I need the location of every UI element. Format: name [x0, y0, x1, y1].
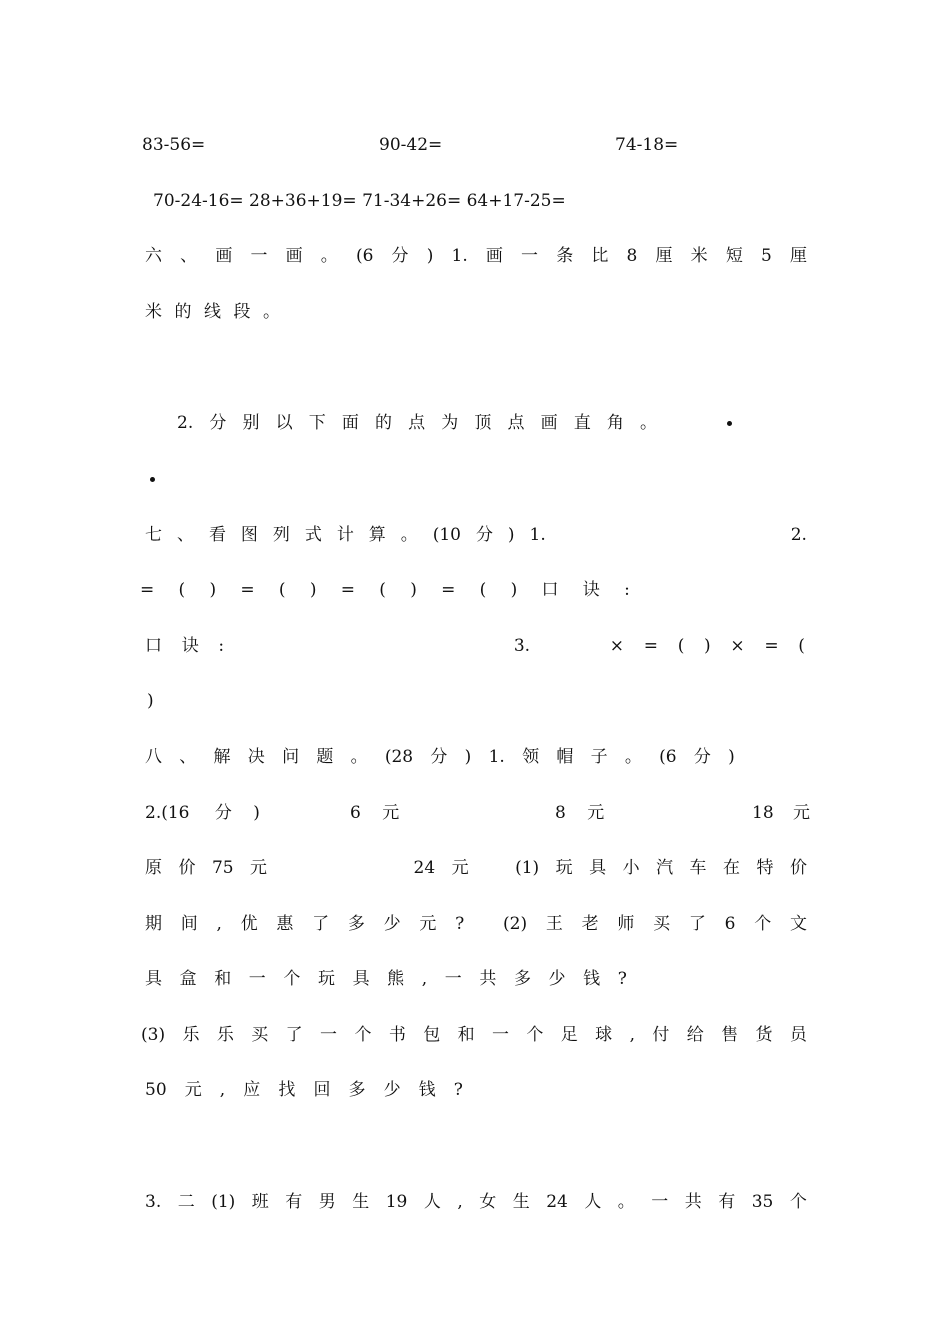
- text-token: 短: [725, 246, 743, 266]
- section-8-line-7: [145, 1079, 463, 1101]
- text-token: 具: [145, 969, 162, 989]
- text-token: =: [643, 636, 658, 656]
- text-token: 角: [606, 413, 624, 433]
- price-6: [350, 802, 399, 824]
- text-token: 少: [548, 969, 566, 989]
- text-token: 3.: [513, 636, 531, 656]
- text-token: ×: [609, 636, 625, 656]
- text-token: ): [510, 580, 518, 600]
- text-token: 1.: [488, 747, 505, 767]
- text-token: 75: [211, 858, 234, 878]
- text-token: 米: [145, 302, 162, 322]
- text-token: 二: [177, 1192, 195, 1212]
- text-token: 一: [248, 969, 266, 989]
- text-token: ?: [453, 1080, 463, 1100]
- text-token: 包: [423, 1025, 441, 1045]
- text-token: 6: [350, 803, 361, 823]
- text-token: 间: [180, 914, 198, 934]
- text-token: (6: [659, 747, 677, 767]
- text-token: 期: [145, 914, 162, 934]
- text-token: 文: [789, 914, 807, 934]
- text-token: 小: [622, 858, 640, 878]
- text-token: 24: [546, 1192, 568, 1212]
- text-token: (1): [211, 1192, 236, 1212]
- text-token: (10: [432, 525, 461, 545]
- text-token: ,: [216, 914, 222, 934]
- text-token: 一: [444, 969, 462, 989]
- text-token: 个: [354, 1025, 372, 1045]
- text-token: 18: [752, 803, 774, 823]
- text-token: 。: [400, 525, 418, 545]
- text-token: 面: [341, 413, 359, 433]
- text-token: 找: [278, 1080, 296, 1100]
- text-token: 看: [208, 525, 226, 545]
- text-token: 售: [721, 1025, 739, 1045]
- section-8-item-3: [145, 1191, 807, 1213]
- text-token: 乐: [182, 1025, 200, 1045]
- text-token: 了: [688, 914, 706, 934]
- text-token: ?: [455, 914, 465, 934]
- text-token: 35: [751, 1192, 774, 1212]
- text-token: 算: [368, 525, 386, 545]
- text-token: 点: [408, 413, 426, 433]
- section-8-line-3: [145, 857, 807, 879]
- text-token: 优: [240, 914, 258, 934]
- text-token: (: [278, 580, 286, 600]
- text-token: 车: [689, 858, 707, 878]
- text-token: 七: [145, 525, 162, 545]
- text-token: 别: [242, 413, 260, 433]
- text-token: 、: [176, 525, 194, 545]
- text-token: 计: [336, 525, 354, 545]
- text-token: 、: [180, 246, 198, 266]
- text-token: 共: [479, 969, 497, 989]
- calc-mixed: 70-24-16= 28+36+19= 71-34+26= 64+17-25=: [153, 191, 566, 211]
- text-token: 个: [754, 914, 772, 934]
- text-token: 1.: [529, 525, 546, 545]
- text-token: 2.: [177, 413, 194, 433]
- text-token: 决: [247, 747, 265, 767]
- text-token: 玩: [555, 858, 573, 878]
- calc-c: 74-18=: [615, 135, 679, 155]
- text-token: 线: [204, 302, 221, 322]
- section-6-item-2: [177, 412, 657, 434]
- text-token: 乐: [216, 1025, 234, 1045]
- text-token: 段: [233, 302, 251, 322]
- text-token: 人: [584, 1192, 602, 1212]
- section-7-line-1: [145, 524, 807, 546]
- text-token: 画: [485, 246, 503, 266]
- text-token: 分: [475, 525, 493, 545]
- vertex-dot: [727, 421, 732, 426]
- item-2-heading: [145, 802, 260, 824]
- text-token: 为: [441, 413, 459, 433]
- text-token: (2): [503, 914, 528, 934]
- text-token: 诀: [582, 580, 600, 600]
- text-token: 2.: [790, 525, 807, 545]
- text-token: ): [426, 246, 434, 266]
- text-token: 3.: [145, 1192, 162, 1212]
- text-token: 。: [320, 246, 338, 266]
- text-token: 条: [556, 246, 574, 266]
- calc-a: 83-56=: [142, 135, 206, 155]
- text-token: ×: [730, 636, 745, 656]
- text-token: 了: [285, 1025, 303, 1045]
- text-token: 24: [413, 858, 436, 878]
- text-token: ): [704, 636, 711, 656]
- text-token: =: [764, 636, 779, 656]
- text-token: 诀: [181, 636, 199, 656]
- text-token: 买: [653, 914, 671, 934]
- text-token: 点: [507, 413, 525, 433]
- calc-b: 90-42=: [379, 135, 443, 155]
- text-token: 一: [651, 1192, 669, 1212]
- text-token: ): [728, 747, 735, 767]
- text-token: 比: [591, 246, 609, 266]
- text-token: 。: [624, 747, 642, 767]
- text-token: ): [410, 580, 417, 600]
- text-token: 式: [304, 525, 322, 545]
- text-token: 玩: [317, 969, 335, 989]
- text-token: ,: [457, 1192, 463, 1212]
- text-token: 在: [723, 858, 740, 878]
- text-token: =: [140, 580, 155, 600]
- text-token: 分: [391, 246, 409, 266]
- section-8-line-1: [145, 746, 735, 768]
- text-token: 6: [724, 914, 736, 934]
- text-token: 厘: [789, 246, 807, 266]
- text-token: (: [479, 580, 487, 600]
- text-token: 六: [145, 246, 162, 266]
- text-token: ): [507, 525, 515, 545]
- section-6-line-1: [145, 245, 807, 267]
- text-token: 的: [374, 413, 392, 433]
- text-token: 元: [250, 858, 268, 878]
- text-token: 画: [215, 246, 233, 266]
- text-token: 具: [352, 969, 370, 989]
- text-token: 具: [589, 858, 607, 878]
- text-token: 少: [383, 1080, 401, 1100]
- text-token: 厘: [655, 246, 673, 266]
- text-token: ?: [617, 969, 627, 989]
- text-token: 师: [617, 914, 635, 934]
- text-token: 分: [209, 413, 227, 433]
- text-token: 的: [174, 302, 192, 322]
- text-token: 口: [541, 580, 559, 600]
- text-token: 个: [526, 1025, 544, 1045]
- text-token: 王: [545, 914, 563, 934]
- text-token: 、: [179, 747, 197, 767]
- text-token: 元: [382, 803, 400, 823]
- text-token: 多: [513, 969, 531, 989]
- text-token: 钱: [583, 969, 601, 989]
- text-token: 子: [590, 747, 608, 767]
- text-token: 直: [573, 413, 591, 433]
- text-token: 回: [313, 1080, 331, 1100]
- text-token: ,: [421, 969, 428, 989]
- text-token: 汽: [656, 858, 674, 878]
- text-token: 元: [451, 858, 469, 878]
- text-token: 货: [755, 1025, 773, 1045]
- text-token: ,: [629, 1025, 635, 1045]
- text-token: 班: [251, 1192, 269, 1212]
- text-token: 元: [184, 1080, 202, 1100]
- text-token: 给: [686, 1025, 704, 1045]
- text-token: 和: [214, 969, 232, 989]
- section-7-line-2: [140, 579, 630, 601]
- text-token: 下: [308, 413, 326, 433]
- text-token: 人: [423, 1192, 441, 1212]
- text-token: 元: [587, 803, 605, 823]
- price-18: [752, 802, 810, 824]
- text-token: 书: [388, 1025, 406, 1045]
- text-token: 八: [145, 747, 162, 767]
- text-token: 少: [383, 914, 401, 934]
- text-token: 足: [560, 1025, 578, 1045]
- section-7-line-3: [145, 635, 805, 657]
- section-8-line-5: [145, 968, 627, 990]
- text-token: 图: [240, 525, 258, 545]
- text-token: 价: [789, 858, 807, 878]
- text-token: 一: [250, 246, 268, 266]
- text-token: :: [218, 636, 225, 656]
- text-token: (: [379, 580, 386, 600]
- text-token: 盒: [179, 969, 197, 989]
- text-token: 问: [282, 747, 300, 767]
- text-token: 画: [285, 246, 303, 266]
- text-token: 个: [283, 969, 301, 989]
- text-token: 分: [214, 803, 232, 823]
- text-token: 个: [789, 1192, 807, 1212]
- text-token: ,: [219, 1080, 226, 1100]
- text-token: 应: [243, 1080, 261, 1100]
- text-token: 有: [718, 1192, 736, 1212]
- text-token: 生: [352, 1192, 370, 1212]
- price-8: [555, 802, 604, 824]
- text-token: (1): [515, 858, 540, 878]
- text-token: =: [340, 580, 355, 600]
- text-token: 价: [178, 858, 196, 878]
- section-6-line-2: [145, 301, 280, 323]
- text-token: 画: [540, 413, 558, 433]
- text-token: ): [464, 747, 472, 767]
- text-token: 元: [793, 803, 811, 823]
- text-token: 2.(16: [145, 803, 190, 823]
- text-token: 。: [639, 413, 657, 433]
- text-token: (: [178, 580, 186, 600]
- text-token: 解: [213, 747, 231, 767]
- text-token: 5: [760, 246, 772, 266]
- text-token: 8: [555, 803, 566, 823]
- text-token: 男: [318, 1192, 336, 1212]
- text-token: 口: [145, 636, 162, 656]
- text-token: 1.: [451, 246, 468, 266]
- text-token: =: [240, 580, 255, 600]
- text-token: 原: [145, 858, 162, 878]
- text-token: (: [677, 636, 685, 656]
- text-token: 共: [684, 1192, 702, 1212]
- text-token: 米: [690, 246, 708, 266]
- text-token: 特: [756, 858, 774, 878]
- text-token: 球: [595, 1025, 613, 1045]
- text-token: 8: [626, 246, 638, 266]
- closing-paren: ): [147, 691, 154, 711]
- text-token: 分: [430, 747, 448, 767]
- text-token: 19: [385, 1192, 408, 1212]
- text-token: :: [624, 580, 630, 600]
- text-token: 生: [512, 1192, 530, 1212]
- text-token: 有: [285, 1192, 303, 1212]
- text-token: 元: [419, 914, 437, 934]
- text-token: 。: [263, 302, 280, 322]
- text-token: 熊: [387, 969, 405, 989]
- text-token: 钱: [418, 1080, 436, 1100]
- text-token: 员: [789, 1025, 807, 1045]
- text-token: (6: [355, 246, 374, 266]
- text-token: 分: [693, 747, 711, 767]
- text-token: 和: [457, 1025, 475, 1045]
- text-token: (: [798, 636, 805, 656]
- text-token: 付: [652, 1025, 670, 1045]
- section-8-line-4: [145, 913, 807, 935]
- text-token: 了: [312, 914, 330, 934]
- text-token: 顶: [474, 413, 492, 433]
- text-token: 50: [145, 1080, 167, 1100]
- text-token: (28: [384, 747, 414, 767]
- text-token: 老: [581, 914, 599, 934]
- text-token: ): [209, 580, 217, 600]
- text-token: 。: [350, 747, 368, 767]
- section-8-line-6: [141, 1024, 807, 1046]
- text-token: 一: [492, 1025, 509, 1045]
- text-token: 女: [479, 1192, 497, 1212]
- text-token: 惠: [276, 914, 294, 934]
- text-token: 帽: [556, 747, 574, 767]
- text-token: 多: [347, 914, 365, 934]
- text-token: ): [309, 580, 317, 600]
- text-token: 列: [272, 525, 290, 545]
- text-token: =: [441, 580, 456, 600]
- text-token: ): [253, 803, 260, 823]
- text-token: 领: [522, 747, 540, 767]
- text-token: 多: [348, 1080, 366, 1100]
- text-token: 。: [617, 1192, 635, 1212]
- text-token: 买: [251, 1025, 269, 1045]
- vertex-dot: [150, 477, 155, 482]
- text-token: (3): [141, 1025, 166, 1045]
- text-token: 一: [521, 246, 539, 266]
- text-token: 题: [316, 747, 334, 767]
- text-token: 以: [275, 413, 293, 433]
- text-token: 一: [320, 1025, 338, 1045]
